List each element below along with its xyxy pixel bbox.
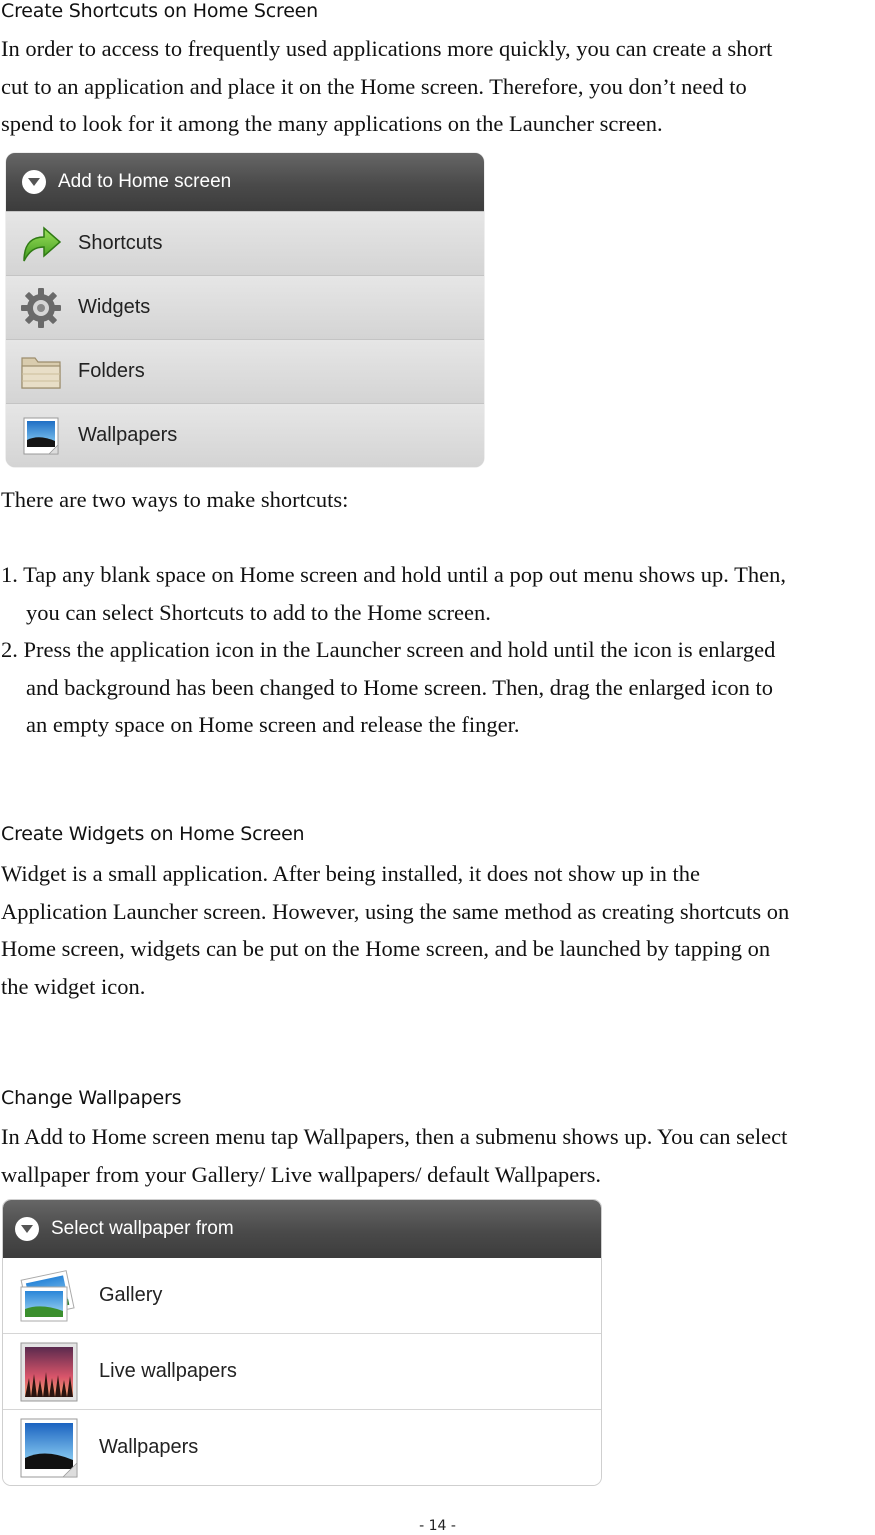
- ways-intro: There are two ways to make shortcuts:: [1, 487, 349, 512]
- gear-icon: [18, 285, 64, 331]
- chevron-down-icon: [15, 1217, 39, 1241]
- page-number: - 14 -: [419, 1518, 456, 1534]
- menu-title: Select wallpaper from: [51, 1218, 234, 1239]
- menu-item-gallery[interactable]: [3, 1258, 601, 1333]
- menu-item-label: Widgets: [78, 296, 151, 318]
- section-heading-wallpapers: Change Wallpapers: [1, 1087, 182, 1109]
- section-heading-widgets: Create Widgets on Home Screen: [1, 823, 305, 845]
- widgets-paragraph: Widget is a small application. After being installed, it does not show up in the Application Launcher screen. However, using the same method as creating shortcuts on Home screen, widgets can be put on the Home screen, and be launched by tapping on the widget icon.: [1, 861, 790, 999]
- menu-item-label: Gallery: [99, 1284, 163, 1306]
- arrow-icon: [18, 221, 64, 267]
- menu-header: [3, 1200, 601, 1258]
- add-to-home-screen-menu: [6, 153, 484, 467]
- menu-item-live-wallpapers[interactable]: [3, 1333, 601, 1409]
- menu-item-shortcuts[interactable]: [6, 211, 484, 275]
- wallpaper-icon: [13, 1415, 83, 1481]
- ways-list: 1. Tap any blank space on Home screen and hold until a pop out menu shows up. Then, you can select Shortcuts to add to the Home screen. 2. Press the application icon in the Launcher screen and hold until the icon is enlarged and background has been changed to Home screen. Then, drag the enlarged icon to an empty space on Home screen and release the finger.: [1, 556, 786, 744]
- live-wallpaper-icon: [13, 1339, 83, 1405]
- menu-item-label: Wallpapers: [99, 1436, 199, 1458]
- menu-header: [6, 153, 484, 211]
- menu-item-wallpapers[interactable]: [6, 403, 484, 467]
- wallpapers-paragraph: In Add to Home screen menu tap Wallpapers, then a submenu shows up. You can select wallpaper from your Gallery/ Live wallpapers/ default Wallpapers.: [1, 1124, 788, 1187]
- list-item: 1. Tap any blank space on Home screen and hold until a pop out menu shows up. Then,: [1, 562, 786, 587]
- menu-item-label: Shortcuts: [78, 232, 163, 254]
- menu-item-label: Folders: [78, 360, 145, 382]
- menu-item-label: Live wallpapers: [99, 1360, 237, 1382]
- chevron-down-icon: [22, 170, 46, 194]
- list-item: 2. Press the application icon in the Launcher screen and hold until the icon is enlarged: [1, 637, 776, 662]
- section-heading-shortcuts: Create Shortcuts on Home Screen: [1, 0, 319, 22]
- menu-item-widgets[interactable]: [6, 275, 484, 339]
- folder-icon: [18, 349, 64, 395]
- menu-item-label: Wallpapers: [78, 424, 178, 446]
- picture-icon: [18, 413, 64, 459]
- shortcuts-paragraph: In order to access to frequently used applications more quickly, you can create a short cut to an application and place it on the Home screen. Therefore, you don’t need to spend to look for it among the many applications on the Launcher screen.: [1, 36, 773, 136]
- select-wallpaper-menu: [2, 1199, 602, 1486]
- menu-item-wallpapers-default[interactable]: [3, 1409, 601, 1485]
- menu-title: Add to Home screen: [58, 171, 232, 192]
- menu-item-folders[interactable]: [6, 339, 484, 403]
- gallery-icon: [13, 1263, 83, 1329]
